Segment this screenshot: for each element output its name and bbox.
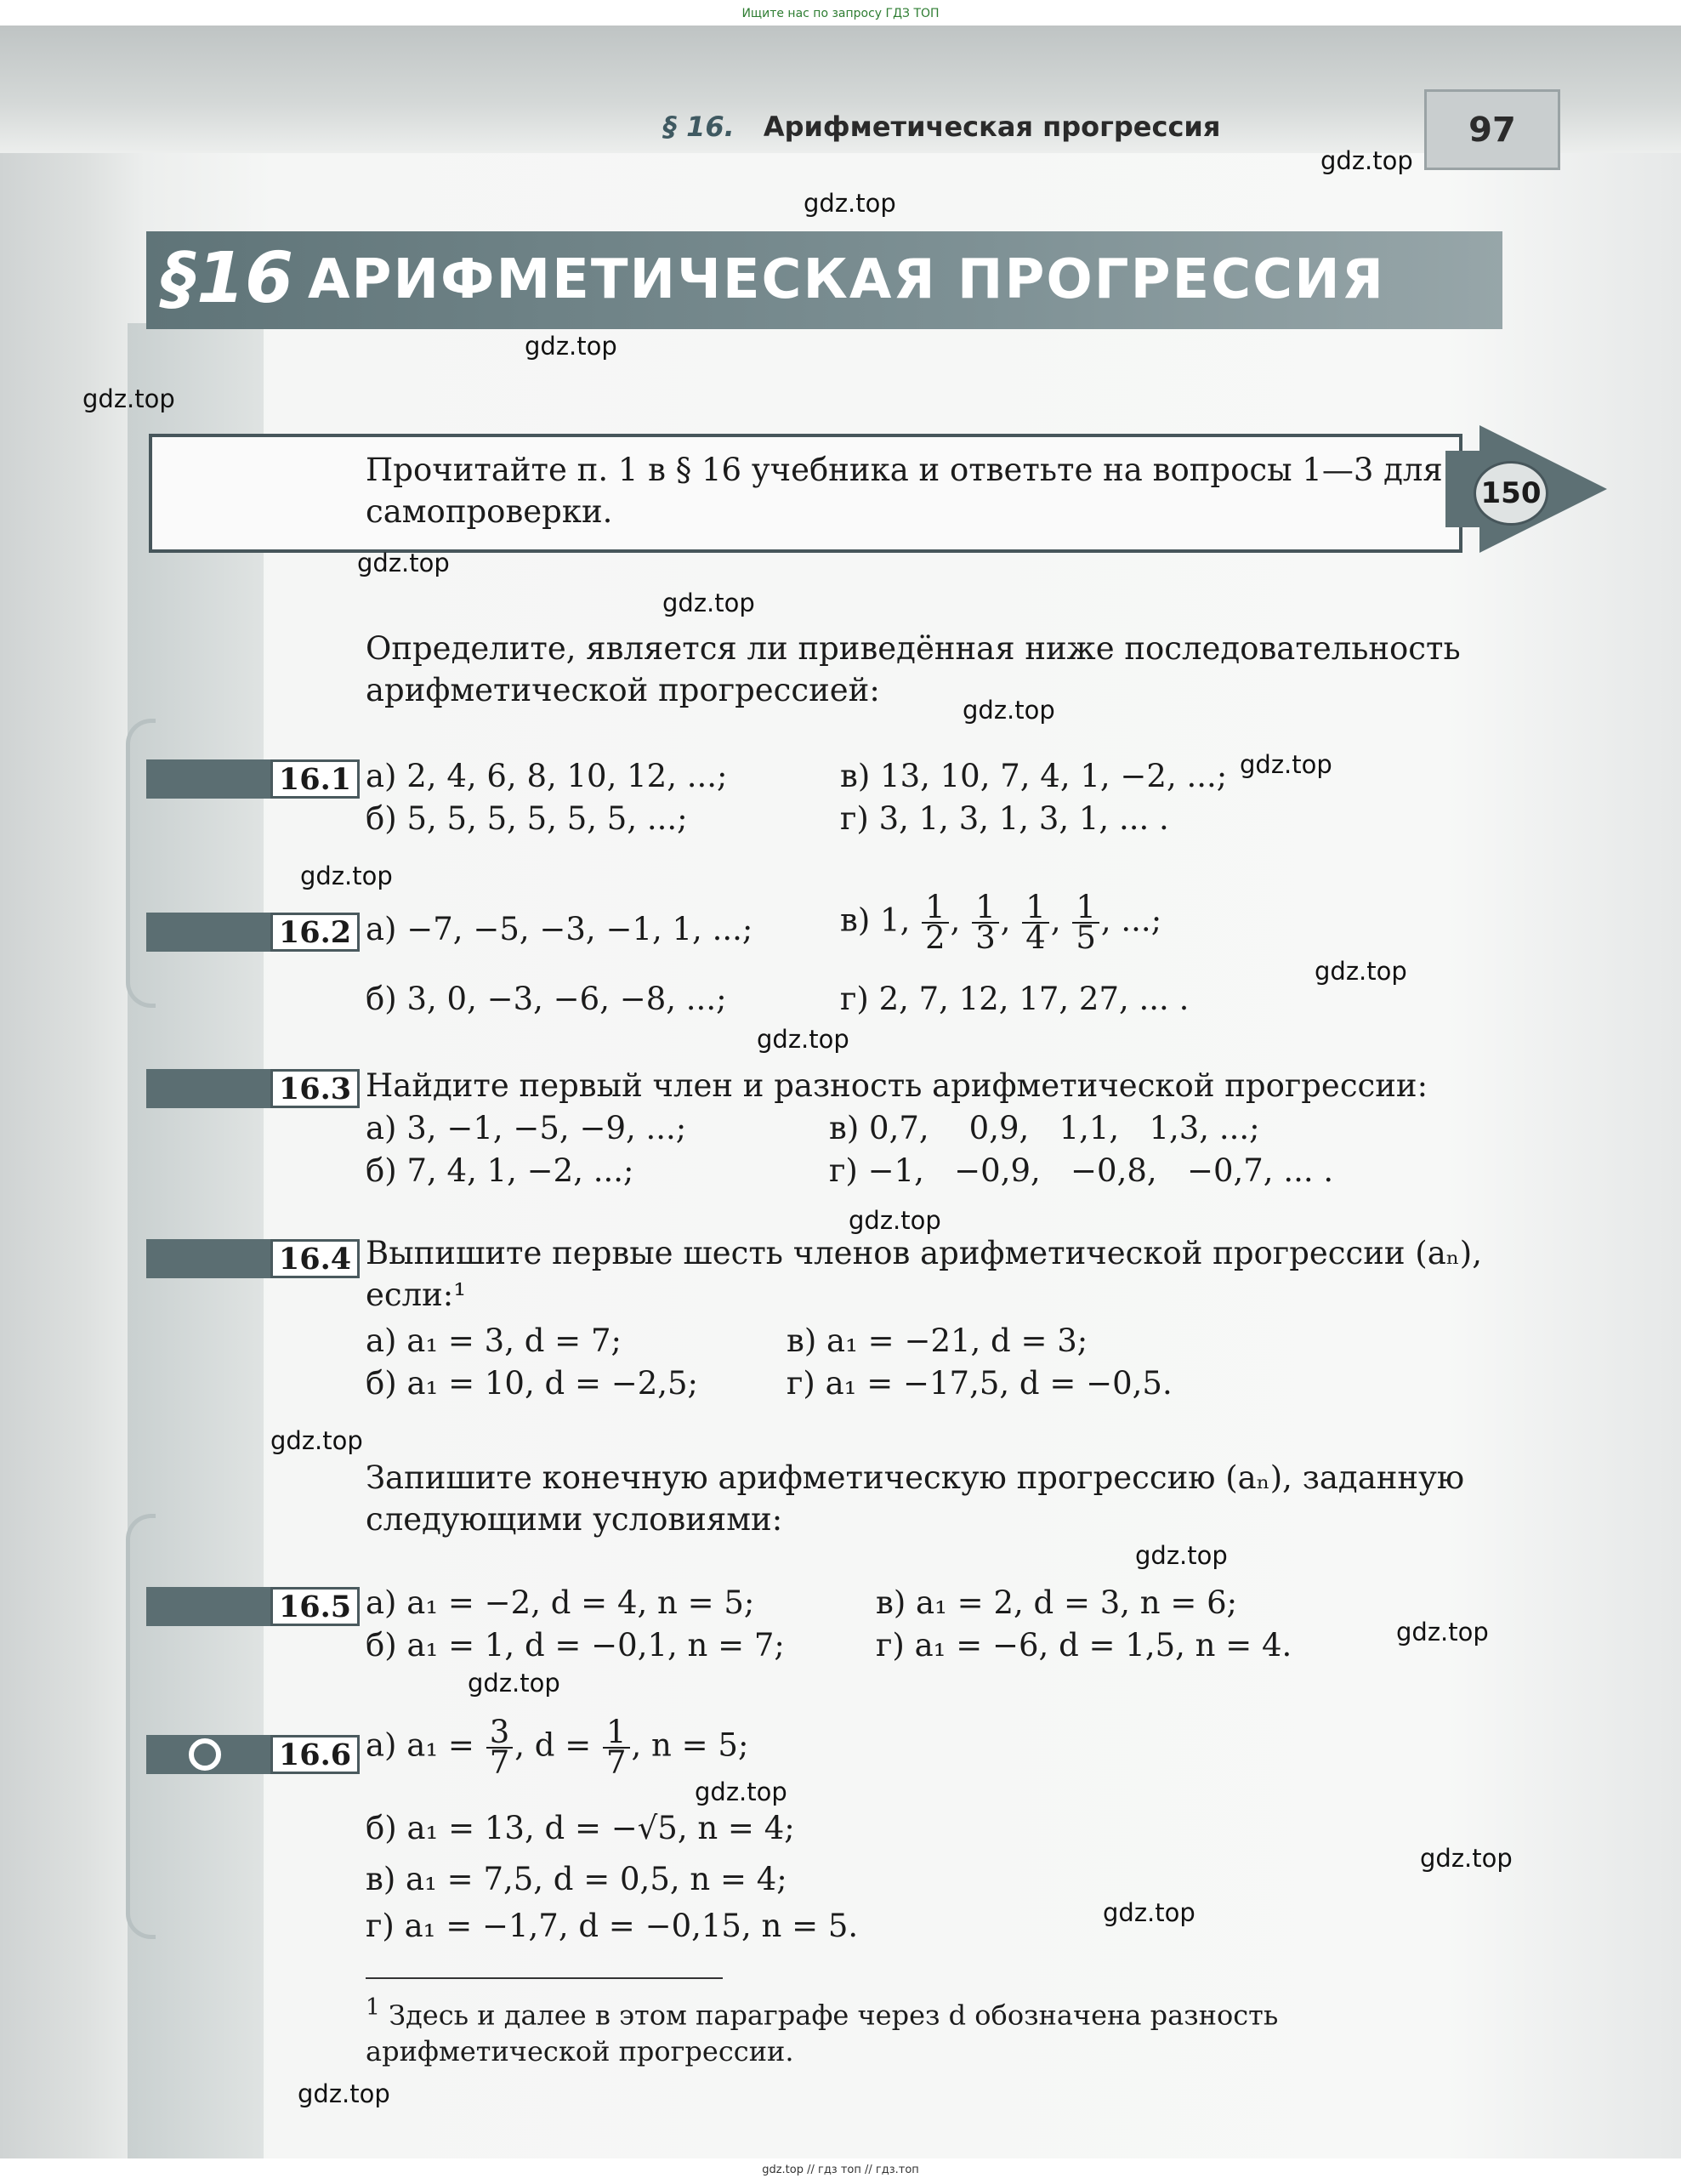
ex16-4-b: б) a₁ = 10, d = −2,5; (366, 1365, 699, 1402)
fraction: $\frac{1}{4}$ (1022, 893, 1049, 953)
watermark: gdz.top (1103, 1898, 1195, 1927)
watermark: gdz.top (757, 1025, 849, 1054)
top-banner-link[interactable]: Ищите нас по запросу ГДЗ ТОП (741, 7, 940, 20)
ex16-1-g: г) 3, 1, 3, 1, 3, 1, ... . (840, 800, 1169, 837)
ex16-5-a: а) a₁ = −2, d = 4, n = 5; (366, 1584, 755, 1621)
ex16-6-a-mid: , d = (514, 1726, 592, 1764)
ex16-4-g: г) a₁ = −17,5, d = −0,5. (787, 1365, 1173, 1402)
ex16-2-v-prefix: в) 1, (840, 901, 911, 939)
watermark: gdz.top (1396, 1618, 1489, 1647)
footnote (366, 1990, 1496, 2069)
ex16-4-v: в) a₁ = −21, d = 3; (787, 1322, 1088, 1359)
footnote-mark: 1 (366, 1994, 380, 2021)
ex16-5-b: б) a₁ = 1, d = −0,1, n = 7; (366, 1627, 785, 1664)
ex16-2-v: в) 1, $\frac{1}{2}$ , $\frac{1}{3}$ , $\frac{1}{4}$ , $\frac{1}{5}$ , ...; (840, 889, 1162, 956)
ex16-2-a: а) −7, −5, −3, −1, 1, ...; (366, 911, 753, 947)
watermark: gdz.top (1320, 146, 1413, 175)
group-bracket-2 (126, 1514, 156, 1939)
watermark: gdz.top (1420, 1844, 1513, 1873)
fraction: $\frac{1}{5}$ (1072, 893, 1099, 953)
watermark: gdz.top (525, 332, 617, 361)
ex16-1-b: б) 5, 5, 5, 5, 5, 5, ...; (366, 800, 688, 837)
ex16-3-b: б) 7, 4, 1, −2, ...; (366, 1152, 634, 1189)
fraction: $\frac{1}{7}$ (603, 1718, 630, 1777)
watermark: gdz.top (1315, 957, 1407, 986)
footnote-divider (366, 1977, 723, 1979)
watermark: gdz.top (468, 1669, 560, 1698)
watermark: gdz.top (82, 384, 175, 413)
ex16-1-a: а) 2, 4, 6, 8, 10, 12, ...; (366, 758, 728, 794)
task-group-2-text: Запишите конечную арифметическую прогрессию (aₙ), заданную следующими условиями: (366, 1459, 1465, 1538)
ex16-1-v: в) 13, 10, 7, 4, 1, −2, ...; (840, 758, 1228, 794)
ex16-6-a-suffix: , n = 5; (631, 1726, 749, 1764)
task-group-1-text: Определите, является ли приведённая ниже последовательность арифметической прогрессией: (366, 630, 1461, 708)
difficulty-circle-icon (189, 1738, 221, 1771)
watermark: gdz.top (849, 1206, 941, 1235)
exercise-number-16-4: 16.4 (270, 1239, 360, 1278)
watermark: gdz.top (662, 589, 755, 617)
ex16-3-a: а) 3, −1, −5, −9, ...; (366, 1110, 687, 1146)
bottom-banner-link[interactable]: gdz.top // гдз топ // гдз.топ (762, 2164, 919, 2176)
ex16-3-text: Найдите первый член и разность арифметической прогрессии: (366, 1067, 1428, 1104)
intro-text: Прочитайте п. 1 в § 16 учебника и ответьте на вопросы 1—3 для самопроверки. (366, 452, 1443, 530)
watermark: gdz.top (357, 549, 450, 577)
footnote-text: Здесь и далее в этом параграфе через d обозначена разность арифметической прогрессии. (366, 1999, 1279, 2067)
ex16-5-v: в) a₁ = 2, d = 3, n = 6; (876, 1584, 1238, 1621)
exercise-number-16-5: 16.5 (270, 1587, 360, 1626)
watermark: gdz.top (300, 862, 393, 890)
ex16-3-v: в) 0,7, 0,9, 1,1, 1,3, ...; (829, 1110, 1260, 1146)
watermark: gdz.top (1240, 750, 1332, 779)
fraction: $\frac{1}{3}$ (972, 893, 999, 953)
ex16-2-b: б) 3, 0, −3, −6, −8, ...; (366, 981, 727, 1017)
ex16-4-a: а) a₁ = 3, d = 7; (366, 1322, 622, 1359)
ex16-6-a-prefix: а) a₁ = (366, 1726, 474, 1764)
ex16-3-g: г) −1, −0,9, −0,8, −0,7, ... . (829, 1152, 1334, 1189)
section-number: §16 (162, 238, 294, 319)
running-header (663, 111, 1220, 143)
fraction: $\frac{3}{7}$ (486, 1718, 514, 1777)
running-header-section: § 16. (663, 111, 735, 143)
ex16-6-b: б) a₁ = 13, d = −√5, n = 4; (366, 1810, 795, 1846)
ex16-2-v-suffix: , ...; (1100, 901, 1162, 939)
ex16-5-g: г) a₁ = −6, d = 1,5, n = 4. (876, 1627, 1292, 1664)
watermark: gdz.top (804, 189, 896, 218)
exercise-number-16-1: 16.1 (270, 759, 360, 799)
ex16-2-g: г) 2, 7, 12, 17, 27, ... . (840, 981, 1190, 1017)
watermark: gdz.top (1135, 1541, 1228, 1570)
watermark: gdz.top (298, 2079, 390, 2108)
watermark: gdz.top (963, 696, 1055, 725)
ex16-6-a (366, 1714, 749, 1781)
section-title: АРИФМЕТИЧЕСКАЯ ПРОГРЕССИЯ (308, 248, 1385, 311)
section-title-bar (146, 231, 1502, 329)
ex16-4-text: Выпишите первые шесть членов арифметической прогрессии (aₙ), если:¹ (366, 1235, 1482, 1313)
ex16-6-v: в) a₁ = 7,5, d = 0,5, n = 4; (366, 1861, 787, 1897)
page-number: 97 (1424, 89, 1560, 170)
exercise-number-16-6: 16.6 (270, 1735, 360, 1774)
fraction: $\frac{1}{2}$ (922, 893, 949, 953)
page-ref-badge[interactable]: 150 (1474, 461, 1548, 526)
ex16-6-g: г) a₁ = −1,7, d = −0,15, n = 5. (366, 1908, 859, 1944)
running-header-title: Арифметическая прогрессия (763, 111, 1221, 143)
exercise-number-16-2: 16.2 (270, 913, 360, 952)
watermark: gdz.top (270, 1426, 363, 1455)
watermark: gdz.top (695, 1777, 787, 1806)
exercise-number-16-3: 16.3 (270, 1069, 360, 1108)
